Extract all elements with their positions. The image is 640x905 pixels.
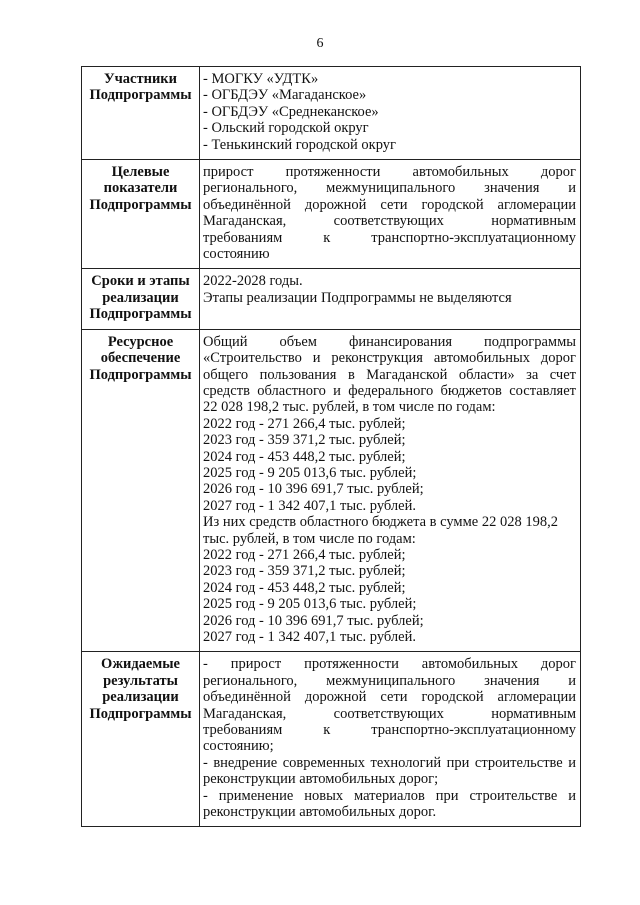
row-value-line: реконструкции автомобильных дорог. xyxy=(203,804,437,821)
row-value-line: состоянию; xyxy=(203,738,274,755)
row-value-cell xyxy=(200,269,581,329)
row-value-line: 2024 год - 453 448,2 тыс. рублей; xyxy=(203,579,406,596)
row-value-cell xyxy=(200,160,581,269)
row-value-line: тыс. рублей, в том числе по годам: xyxy=(203,530,416,547)
row-value-line: 2023 год - 359 371,2 тыс. рублей; xyxy=(203,432,406,449)
row-value-line: «Строительство и реконструкция автомобильных дорог xyxy=(203,350,576,367)
row-resource-support xyxy=(82,329,581,652)
row-value-line: - ОГБДЭУ «Среднеканское» xyxy=(203,103,379,120)
row-value-line: Магаданская, соответствующих нормативным xyxy=(203,213,576,230)
row-value-line: - ОГБДЭУ «Магаданское» xyxy=(203,87,367,104)
row-value-line: 22 028 198,2 тыс. рублей, в том числе по годам: xyxy=(203,399,496,416)
row-value-line: - Тенькинский городской округ xyxy=(203,136,396,153)
row-value-line: - прирост протяженности автомобильных дорог xyxy=(203,656,576,673)
row-label-line: показатели xyxy=(103,180,178,197)
row-label-line: Подпрограммы xyxy=(89,196,192,213)
row-value-line: прирост протяженности автомобильных дорог xyxy=(203,164,576,181)
row-value-line: 2022-2028 годы. xyxy=(203,273,303,290)
row-value-line: регионального, межмуниципального значения и xyxy=(203,672,576,689)
row-label-line: Сроки и этапы xyxy=(91,273,190,290)
row-expected-results xyxy=(82,652,581,827)
row-value-line: 2027 год - 1 342 407,1 тыс. рублей. xyxy=(203,629,416,645)
row-label-line: результаты xyxy=(103,672,178,689)
row-value-line: - МОГКУ «УДТК» xyxy=(203,71,319,87)
row-value-line: 2026 год - 10 396 691,7 тыс. рублей; xyxy=(203,612,424,629)
row-value-line: Магаданская, соответствующих нормативным xyxy=(203,705,576,722)
row-value-line: 2026 год - 10 396 691,7 тыс. рублей; xyxy=(203,481,424,498)
row-value-line: состоянию xyxy=(203,246,270,263)
row-value-line: 2022 год - 271 266,4 тыс. рублей; xyxy=(203,415,406,432)
row-value-line: 2022 год - 271 266,4 тыс. рублей; xyxy=(203,546,406,563)
row-value-line: требованиям к транспортно-эксплуатационному xyxy=(203,229,576,246)
row-value-line: 2027 год - 1 342 407,1 тыс. рублей. xyxy=(203,497,416,514)
row-label-line: Подпрограммы xyxy=(89,366,192,383)
row-label-line: Подпрограммы xyxy=(89,705,192,722)
row-value-line: Этапы реализации Подпрограммы не выделяются xyxy=(203,289,512,306)
row-label-cell xyxy=(82,160,200,269)
row-value-cell xyxy=(200,67,581,160)
row-label-line: Ожидаемые xyxy=(101,656,180,673)
row-label-line: реализации xyxy=(102,689,179,706)
row-value-line: 2023 год - 359 371,2 тыс. рублей; xyxy=(203,563,406,580)
subprogram-passport-table xyxy=(81,66,581,827)
row-value-line: средств областного и федерального бюджетов составляет xyxy=(203,382,576,399)
row-label-line: Подпрограммы xyxy=(89,306,192,323)
page-number: 6 xyxy=(316,36,324,51)
row-value-line: Из них средств областного бюджета в сумме 22 028 198,2 xyxy=(203,514,558,531)
row-value-cell xyxy=(200,329,581,652)
row-value-line: регионального, межмуниципального значения и xyxy=(203,180,576,197)
row-label-line: Подпрограммы xyxy=(89,87,192,104)
row-value-line: 2024 год - 453 448,2 тыс. рублей; xyxy=(203,448,406,465)
row-target-indicators xyxy=(82,160,581,269)
row-label-line: Участники xyxy=(103,71,178,87)
row-value-line: 2025 год - 9 205 013,6 тыс. рублей; xyxy=(203,464,417,481)
row-value-line: 2025 год - 9 205 013,6 тыс. рублей; xyxy=(203,596,417,613)
row-label-line: Ресурсное xyxy=(107,333,174,350)
row-value-line: - внедрение современных технологий при строительстве и xyxy=(203,754,576,771)
row-value-line: - применение новых материалов при строительстве и xyxy=(203,787,576,804)
row-value-line: реконструкции автомобильных дорог; xyxy=(203,771,439,788)
row-label-line: реализации xyxy=(102,289,179,306)
row-participants xyxy=(82,67,581,160)
row-value-line: - Ольский городской округ xyxy=(203,120,369,137)
row-label-cell xyxy=(82,269,200,329)
row-label-line: Целевые xyxy=(111,164,170,181)
row-value-line: требованиям к транспортно-эксплуатационному xyxy=(203,722,576,739)
row-value-line: Общий объем финансирования подпрограммы xyxy=(203,333,576,350)
row-timing-stages xyxy=(82,269,581,329)
row-value-cell xyxy=(200,652,581,827)
row-value-line: общего пользования в Магаданской области» за счет xyxy=(203,366,576,383)
row-value-line: объединённой дорожной сети городской агломерации xyxy=(203,689,576,706)
row-label-cell xyxy=(82,329,200,652)
row-value-line: объединённой дорожной сети городской агломерации xyxy=(203,196,576,213)
row-label-cell xyxy=(82,67,200,160)
row-label-cell xyxy=(82,652,200,827)
row-label-line: обеспечение xyxy=(100,350,181,367)
